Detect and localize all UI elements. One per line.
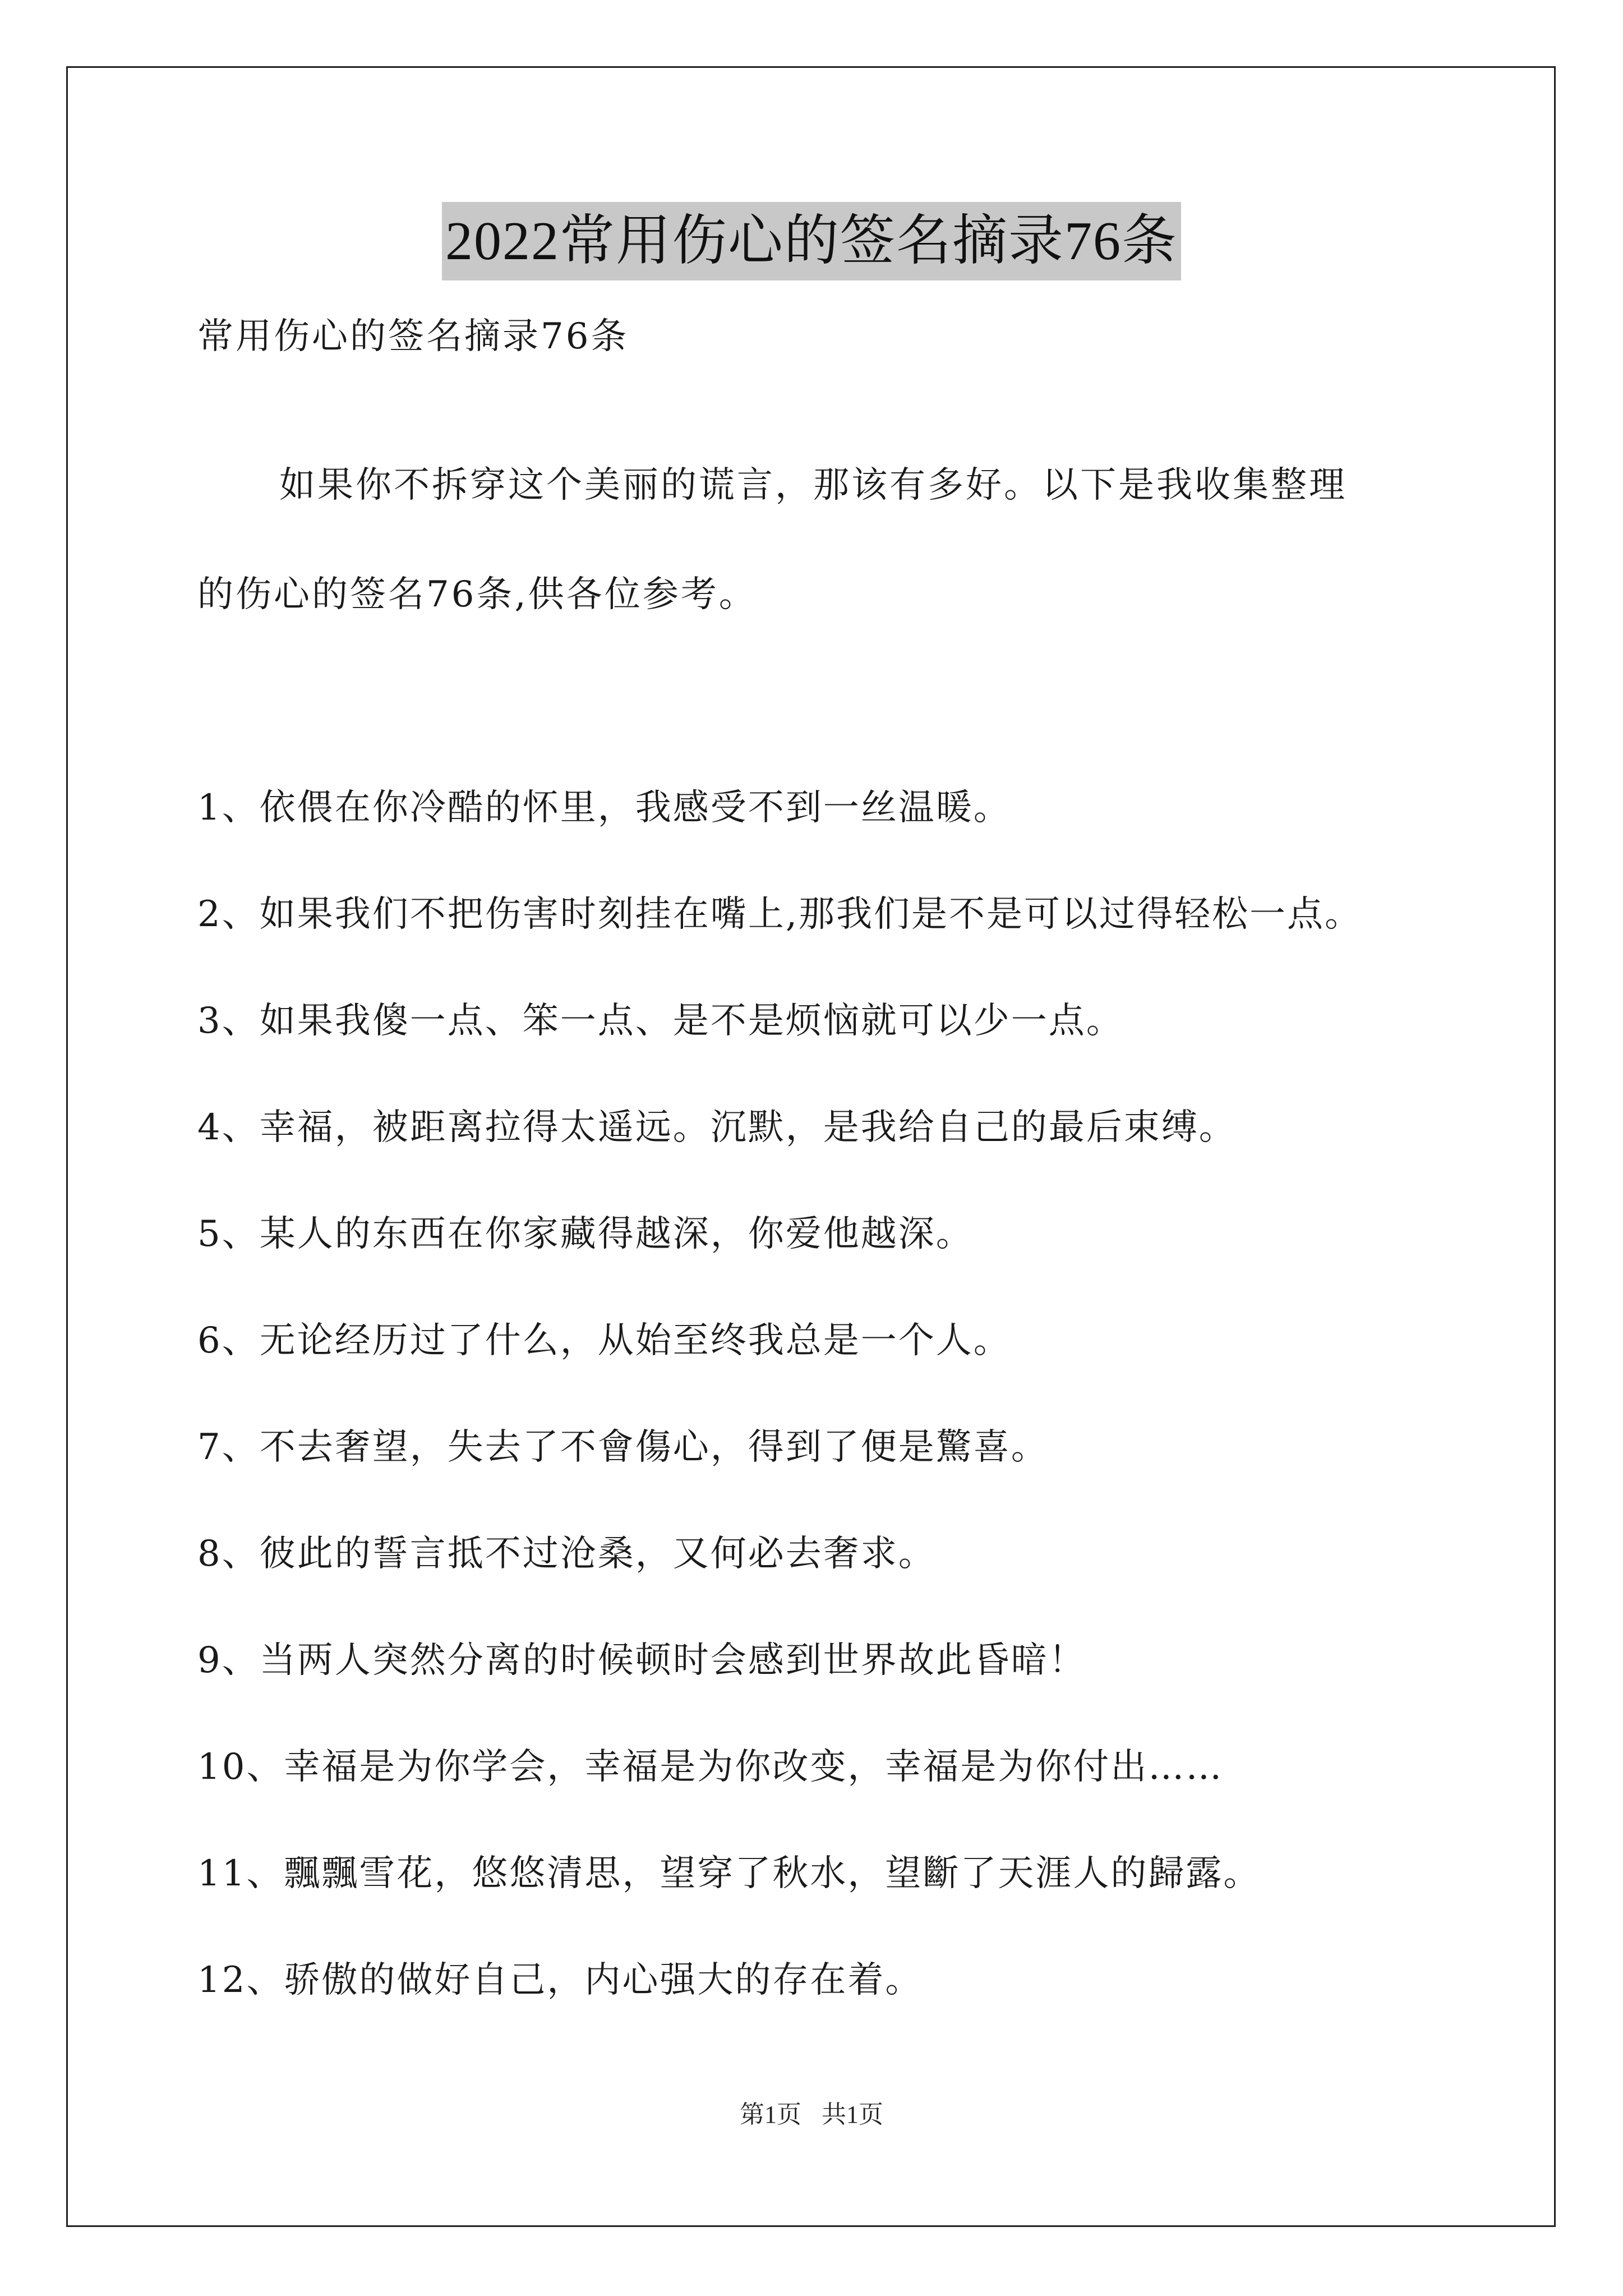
list-item: 2、如果我们不把伤害时刻挂在嘴上,那我们是不是可以过得轻松一点。 (197, 894, 1363, 935)
list-item: 9、当两人突然分离的时候顿时会感到世界故此昏暗！ (197, 1640, 1086, 1681)
document-subtitle: 常用伤心的签名摘录76条 (197, 316, 629, 357)
list-item: 5、某人的东西在你家藏得越深，你爱他越深。 (197, 1213, 974, 1255)
intro-paragraph-line-1: 如果你不拆穿这个美丽的谎言，那该有多好。以下是我收集整理 (279, 464, 1347, 506)
intro-paragraph-line-2: 的伤心的签名76条,供各位参考。 (197, 574, 757, 615)
title-container (0, 202, 1623, 280)
list-item: 1、依偎在你冷酷的怀里，我感受不到一丝温暖。 (197, 787, 1011, 829)
list-item: 12、骄傲的做好自己，内心强大的存在着。 (197, 1959, 923, 2001)
list-item: 4、幸福，被距离拉得太遥远。沉默，是我给自己的最后束缚。 (197, 1107, 1237, 1148)
list-item: 7、不去奢望，失去了不會傷心，得到了便是驚喜。 (197, 1427, 1049, 1468)
list-item: 3、如果我傻一点、笨一点、是不是烦恼就可以少一点。 (197, 1000, 1124, 1042)
page-number-total: 共1页 (822, 2101, 883, 2128)
list-item: 11、飄飄雪花，悠悠清思，望穿了秋水，望斷了天涯人的歸露。 (197, 1853, 1261, 1894)
list-item: 6、无论经历过了什么，从始至终我总是一个人。 (197, 1320, 1011, 1361)
page-footer (0, 2098, 1623, 2132)
document-title: 2022常用伤心的签名摘录76条 (442, 202, 1181, 280)
list-item: 10、幸福是为你学会，幸福是为你改变，幸福是为你付出…… (197, 1746, 1224, 1788)
list-item: 8、彼此的誓言抵不过沧桑，又何必去奢求。 (197, 1533, 936, 1575)
page-number-current: 第1页 (740, 2101, 801, 2128)
